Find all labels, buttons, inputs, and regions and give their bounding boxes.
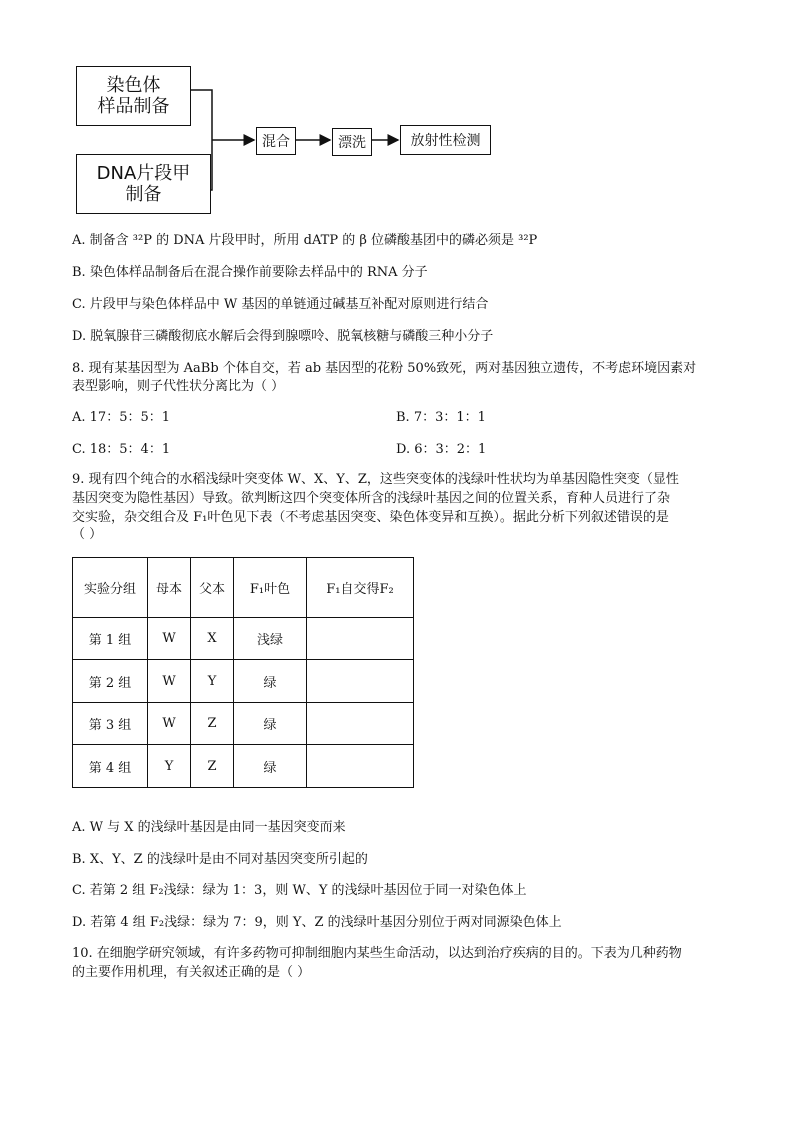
row1-group: 第 1 组 bbox=[73, 618, 148, 660]
q8-stem-line1: 8. 现有某基因型为 AaBb 个体自交，若 ab 基因型的花粉 50%致死，两对基因独立遗传，不考虑环境因素对 bbox=[72, 361, 697, 376]
row3-father: Z bbox=[191, 703, 234, 745]
q7-option-c: C. 片段甲与染色体样品中 W 基因的单链通过碱基互补配对原则进行结合 bbox=[72, 297, 489, 312]
row1-f1: 浅绿 bbox=[234, 618, 307, 660]
row4-mother: Y bbox=[148, 745, 191, 788]
row2-father: Y bbox=[191, 660, 234, 703]
q9-option-b: B. X、Y、Z 的浅绿叶是由不同对基因突变所引起的 bbox=[72, 852, 368, 867]
row2-group: 第 2 组 bbox=[73, 660, 148, 703]
q10-stem-line2: 的主要作用机理，有关叙述正确的是（ ） bbox=[72, 965, 311, 980]
mix-step-label: 混合 bbox=[262, 134, 290, 150]
row4-group: 第 4 组 bbox=[73, 745, 148, 788]
detect-step-label: 放射性检测 bbox=[410, 133, 481, 149]
row3-mother: W bbox=[148, 703, 191, 745]
q9-stem-line1: 9. 现有四个纯合的水稻浅绿叶突变体 W、X、Y、Z，这些突变体的浅绿叶性状均为单基因隐性突变（显性 bbox=[72, 472, 679, 487]
row4-father: Z bbox=[191, 745, 234, 788]
header-father: 父本 bbox=[191, 558, 234, 618]
q9-option-d: D. 若第 4 组 F₂浅绿：绿为 7：9，则 Y、Z 的浅绿叶基因分别位于两对同源染色体上 bbox=[72, 915, 562, 930]
table-header-row bbox=[73, 558, 414, 618]
dna-box-line1: DNA片段甲 bbox=[96, 163, 191, 184]
row2-f2 bbox=[307, 660, 414, 703]
row3-group: 第 3 组 bbox=[73, 703, 148, 745]
chromosome-box-line2: 样品制备 bbox=[97, 96, 170, 117]
row3-f1: 绿 bbox=[234, 703, 307, 745]
q10-stem-line1: 10. 在细胞学研究领域，有许多药物可抑制细胞内某些生命活动，以达到治疗疾病的目的。下表为几种药物 bbox=[72, 946, 682, 961]
row1-f2 bbox=[307, 618, 414, 660]
header-f2: F₁自交得F₂ bbox=[307, 558, 414, 618]
q8-option-a: A. 17：5：5：1 bbox=[72, 410, 171, 425]
header-f1-color: F₁叶色 bbox=[234, 558, 307, 618]
header-group: 实验分组 bbox=[73, 558, 148, 618]
q8-option-b: B. 7：3：1：1 bbox=[396, 410, 486, 425]
mix-step-box bbox=[256, 127, 296, 155]
row1-father: X bbox=[191, 618, 234, 660]
table-row bbox=[73, 703, 414, 745]
q9-option-c: C. 若第 2 组 F₂浅绿：绿为 1：3，则 W、Y 的浅绿叶基因位于同一对染色体上 bbox=[72, 883, 527, 898]
q9-stem-line3: 交实验，杂交组合及 F₁叶色见下表（不考虑基因突变、染色体变异和互换）。据此分析下列叙述错误的是 bbox=[72, 510, 669, 525]
dna-box-line2: 制备 bbox=[125, 184, 162, 205]
detect-step-box bbox=[400, 125, 491, 155]
q9-stem-line2: 基因突变为隐性基因）导致。欲判断这四个突变体所含的浅绿叶基因之间的位置关系，育种人员进行了杂 bbox=[72, 491, 671, 506]
cross-experiment-table bbox=[72, 557, 414, 788]
q8-option-d: D. 6：3：2：1 bbox=[396, 442, 487, 457]
table-row bbox=[73, 618, 414, 660]
wash-step-label: 漂洗 bbox=[338, 135, 366, 151]
q8-stem-line2: 表型影响，则子代性状分离比为（ ） bbox=[72, 379, 285, 394]
q9-stem-line4: （ ） bbox=[72, 527, 103, 542]
table-row bbox=[73, 660, 414, 703]
table-row bbox=[73, 745, 414, 788]
q7-option-b: B. 染色体样品制备后在混合操作前要除去样品中的 RNA 分子 bbox=[72, 265, 428, 280]
header-mother: 母本 bbox=[148, 558, 191, 618]
row3-f2 bbox=[307, 703, 414, 745]
row2-f1: 绿 bbox=[234, 660, 307, 703]
row4-f2 bbox=[307, 745, 414, 788]
row2-mother: W bbox=[148, 660, 191, 703]
row4-f1: 绿 bbox=[234, 745, 307, 788]
q7-option-d: D. 脱氧腺苷三磷酸彻底水解后会得到腺嘌呤、脱氧核糖与磷酸三种小分子 bbox=[72, 329, 494, 344]
q7-option-a: A. 制备含 ³²P 的 DNA 片段甲时，所用 dATP 的 β 位磷酸基团中的磷必须是 ³²P bbox=[72, 233, 538, 248]
q9-option-a: A. W 与 X 的浅绿叶基因是由同一基因突变而来 bbox=[72, 820, 346, 835]
chromosome-box-line1: 染色体 bbox=[106, 75, 161, 96]
q8-option-c: C. 18：5：4：1 bbox=[72, 442, 171, 457]
row1-mother: W bbox=[148, 618, 191, 660]
flow-connectors bbox=[0, 0, 794, 240]
wash-step-box bbox=[332, 128, 372, 156]
